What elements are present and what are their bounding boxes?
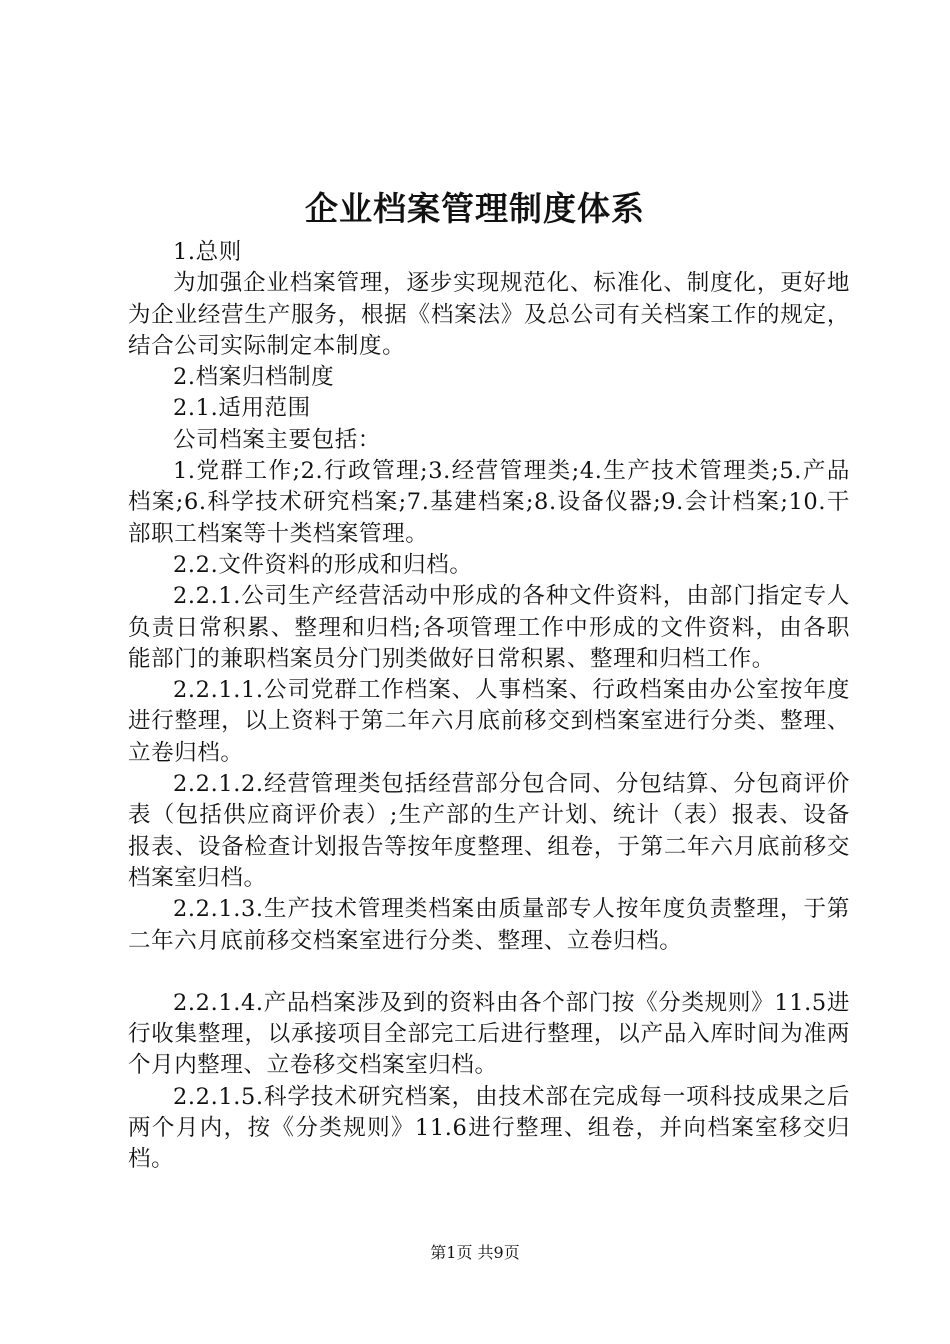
subsection-heading: 2.2.文件资料的形成和归档。 [173,551,473,578]
paragraph: 2.2.1.3.生产技术管理类档案由质量部专人按年度负责整理，于第二年六月底前移交档案室进行分类、整理、立卷归档。 [128,896,850,954]
paragraph: 为加强企业档案管理，逐步实现规范化、标准化、制度化，更好地为企业经营生产服务，根据《档案法》及总公司有关档案工作的规定，结合公司实际制定本制度。 [128,270,850,359]
paragraph: 公司档案主要包括： [173,426,381,453]
paragraph: 2.2.1.4.产品档案涉及到的资料由各个部门按《分类规则》11.5进行收集整理，以承接项目全部完工后进行整理，以产品入库时间为准两个月内整理、立卷移交档案室归档。 [128,989,850,1079]
paragraph: 2.2.1.2.经营管理类包括经营部分包合同、分包结算、分包商评价表（包括供应商评价表）;生产部的生产计划、统计（表）报表、设备报表、设备检查计划报告等按年度整理、组卷，于第二年六月底前移交档案室归档。 [128,771,850,891]
document-title: 企业档案管理制度体系 [305,189,645,228]
paragraph: 2.2.1.1.公司党群工作档案、人事档案、行政档案由办公室按年度进行整理，以上资料于第二年六月底前移交到档案室进行分类、整理、立卷归档。 [128,677,850,766]
subsection-heading: 2.1.适用范围 [173,395,311,422]
section-heading: 2.档案归档制度 [173,364,335,391]
page-number: 第1页 共9页 [430,1243,520,1262]
paragraph: 2.2.1.5.科学技术研究档案，由技术部在完成每一项科技成果之后两个月内，按《分类规则》11.6进行整理、组卷，并向档案室移交归档。 [128,1083,850,1173]
paragraph: 2.2.1.公司生产经营活动中形成的各种文件资料，由部门指定专人负责日常积累、整理和归档;各项管理工作中形成的文件资料，由各职能部门的兼职档案员分门别类做好日常积累、整理和归档工作。 [128,583,850,672]
document-body [128,237,850,1176]
section-heading: 1.总则 [173,239,242,265]
paragraph: 1.党群工作;2.行政管理;3.经营管理类;4.生产技术管理类;5.产品档案;6.科学技术研究档案;7.基建档案;8.设备仪器;9.会计档案;10.干部职工档案等十类档案管理。 [128,458,850,547]
